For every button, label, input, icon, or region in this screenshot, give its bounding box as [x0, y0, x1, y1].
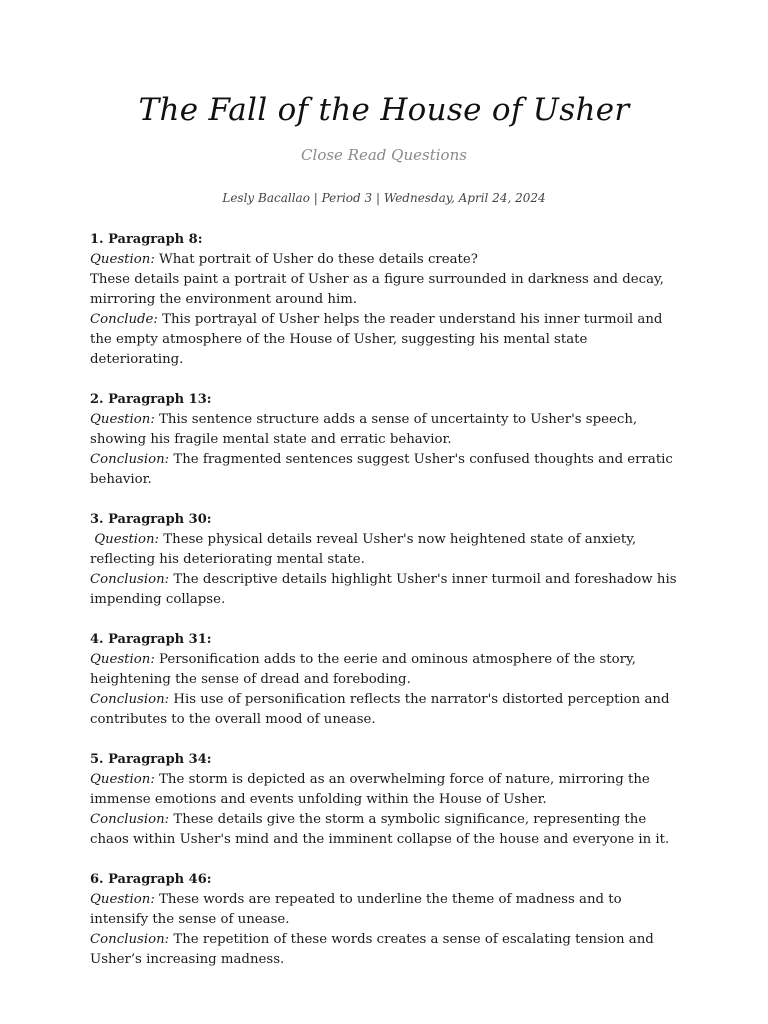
section-heading: 3. Paragraph 30: [90, 512, 212, 527]
question-label: Question: [94, 532, 160, 547]
conclusion-line [90, 310, 680, 370]
question-line [90, 770, 680, 810]
conclusion-label: Conclusion: [90, 572, 170, 587]
conclusion-text: The fragmented sentences suggest Usher's confused thoughts and erratic behavior. [90, 452, 673, 487]
section-heading: 2. Paragraph 13: [90, 392, 212, 407]
conclusion-text: His use of personification reflects the narrator's distorted perception and contributes to the overall mood of unease. [90, 692, 670, 727]
question-section [90, 390, 680, 490]
question-label: Question: [90, 652, 155, 667]
question-text: The storm is depicted as an overwhelming force of nature, mirroring the immense emotions and events unfolding within the House of Usher. [90, 772, 650, 807]
document-title: The Fall of the House of Usher [138, 92, 630, 128]
question-label: Question: [90, 892, 155, 907]
conclusion-label: Conclusion: [90, 692, 170, 707]
question-text: These physical details reveal Usher's now heightened state of anxiety, reflecting his deteriorating mental state. [90, 532, 637, 567]
conclusion-text: These details give the storm a symbolic significance, representing the chaos within Usher's mind and the imminent collapse of the house and everyone in it. [90, 812, 670, 847]
question-section [90, 230, 680, 370]
conclusion-text: This portrayal of Usher helps the reader understand his inner turmoil and the empty atmosphere of the House of Usher, suggesting his mental state deteriorating. [90, 312, 663, 367]
question-line [90, 650, 680, 690]
question-label: Question: [90, 772, 155, 787]
conclusion-label: Conclusion: [90, 452, 170, 467]
section-heading: 4. Paragraph 31: [90, 632, 212, 647]
conclusion-line [90, 570, 680, 610]
question-text: Personification adds to the eerie and ominous atmosphere of the story, heightening the sense of dread and foreboding. [90, 652, 636, 687]
document-byline: Lesly Bacallao | Period 3 | Wednesday, April 24, 2024 [222, 191, 546, 205]
section-heading: 6. Paragraph 46: [90, 872, 212, 887]
question-line [90, 890, 680, 930]
question-line [90, 250, 680, 270]
question-line [90, 530, 680, 570]
question-text: These words are repeated to underline the theme of madness and to intensify the sense of unease. [90, 892, 622, 927]
answer-text: These details paint a portrait of Usher as a figure surrounded in darkness and decay, mirroring the environment around him. [90, 272, 664, 307]
conclusion-line [90, 690, 680, 730]
conclusion-text: The repetition of these words creates a sense of escalating tension and Usher’s increasing madness. [90, 932, 654, 967]
conclusion-line [90, 810, 680, 850]
question-section [90, 870, 680, 970]
question-section [90, 510, 680, 610]
question-section [90, 750, 680, 850]
conclusion-label: Conclude: [90, 312, 158, 327]
question-label: Question: [90, 252, 155, 267]
conclusion-line [90, 450, 680, 490]
question-label: Question: [90, 412, 155, 427]
conclusion-label: Conclusion: [90, 812, 170, 827]
section-heading: 5. Paragraph 34: [90, 752, 212, 767]
question-line [90, 410, 680, 450]
question-text: What portrait of Usher do these details create? [154, 252, 478, 267]
question-text: This sentence structure adds a sense of uncertainty to Usher's speech, showing his fragile mental state and erratic behavior. [90, 412, 638, 447]
document-subtitle: Close Read Questions [301, 146, 467, 164]
conclusion-label: Conclusion: [90, 932, 170, 947]
conclusion-line [90, 930, 680, 970]
section-heading: 1. Paragraph 8: [90, 232, 203, 247]
question-section [90, 630, 680, 730]
questions-list [90, 230, 680, 990]
conclusion-text: The descriptive details highlight Usher's inner turmoil and foreshadow his impending collapse. [90, 572, 677, 607]
